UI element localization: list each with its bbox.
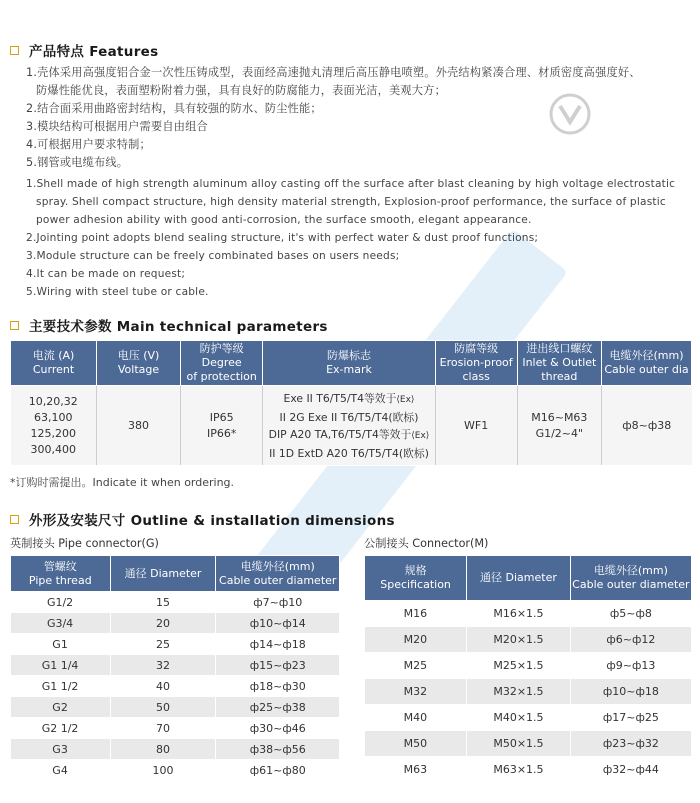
outline-heading [10, 509, 395, 529]
table-cell: ф32~ф44 [570, 757, 691, 783]
metric-col-cable: 电缆外径(mm) Cable outer diameter [570, 556, 691, 601]
table-row [11, 739, 340, 760]
feature-cn-line: 3.模块结构可根据用户需要自由组合 [26, 120, 208, 133]
table-cell: ф14~ф18 [216, 634, 340, 655]
features-heading [10, 40, 158, 60]
feature-en-line: spray. Shell compact structure, high density material strength, Explosion-proof performance, the surface of plastic [36, 196, 666, 208]
table-cell: M50 [365, 731, 467, 757]
table-cell: G2 1/2 [11, 718, 111, 739]
pipe-connector-table [10, 555, 340, 781]
params-heading [10, 315, 328, 335]
table-cell: ф7~ф10 [216, 592, 340, 613]
col-header-voltage: 电压 (V) Voltage [97, 341, 181, 386]
metric-table-title: 公制接头 Connector(M) [364, 537, 489, 550]
outline-title: 外形及安装尺寸 Outline & installation dimensions [29, 513, 395, 529]
col-header-thread: 进出线口螺纹 Inlet & Outlet thread [517, 341, 601, 386]
pipe-col-thread: 管螺纹 Pipe thread [11, 556, 111, 592]
table-row [365, 705, 692, 731]
table-cell: 20 [110, 613, 216, 634]
erosion-cell: WF1 [435, 386, 517, 466]
table-cell: 40 [110, 676, 216, 697]
table-cell: G3 [11, 739, 111, 760]
table-cell: ф30~ф46 [216, 718, 340, 739]
table-cell: M25 [365, 653, 467, 679]
metric-connector-table [364, 555, 692, 783]
col-header-current: 电流 (A) Current [11, 341, 97, 386]
metric-col-spec: 规格 Specification [365, 556, 467, 601]
table-cell: 100 [110, 760, 216, 781]
pipe-col-cable: 电缆外径(mm) Cable outer diameter [216, 556, 340, 592]
table-cell: ф6~ф12 [570, 627, 691, 653]
feature-en-line: 5.Wiring with steel tube or cable. [26, 286, 209, 298]
cable-cell: ф8~ф38 [601, 386, 691, 466]
table-cell: M40 [365, 705, 467, 731]
ex-symbol-icon: ⟨Ex⟩ [411, 430, 430, 441]
thread-cell: M16~M63 G1/2~4" [517, 386, 601, 466]
feature-en-line: 2.Jointing point adopts blend sealing structure, it's with perfect water & dust proof functions; [26, 232, 539, 244]
feature-cn-line: 1.壳体采用高强度铝合金一次性压铸成型，表面经高速抛丸清理后高压静电喷塑。外壳结构紧凑合理、材质密度高强度好、 [26, 66, 641, 79]
col-header-protection: 防护等级 Degree of protection [181, 341, 263, 386]
table-row [11, 592, 340, 613]
table-row [365, 627, 692, 653]
feature-cn-line: 防爆性能优良，表面塑粉附着力强，具有良好的防腐能力，表面光洁，美观大方； [36, 84, 446, 97]
table-cell: 32 [110, 655, 216, 676]
section-bullet-icon [10, 515, 19, 524]
col-header-cable: 电缆外径(mm) Cable outer dia [601, 341, 691, 386]
table-cell: ф15~ф23 [216, 655, 340, 676]
table-row [11, 697, 340, 718]
table-cell: ф25~ф38 [216, 697, 340, 718]
table-cell: G2 [11, 697, 111, 718]
table-cell: M63×1.5 [467, 757, 571, 783]
table-cell: 50 [110, 697, 216, 718]
metric-col-diameter: 通径 Diameter [467, 556, 571, 601]
table-cell: ф9~ф13 [570, 653, 691, 679]
table-row [365, 679, 692, 705]
table-cell: G1 [11, 634, 111, 655]
table-row [11, 718, 340, 739]
table-cell: ф23~ф32 [570, 731, 691, 757]
table-cell: G1 1/4 [11, 655, 111, 676]
ex-symbol-icon: ⟨Ex⟩ [396, 394, 415, 405]
table-cell: ф5~ф8 [570, 601, 691, 627]
table-row [365, 601, 692, 627]
feature-cn-line: 5.钢管或电缆布线。 [26, 156, 129, 169]
table-cell: M20×1.5 [467, 627, 571, 653]
feature-en-line: 1.Shell made of high strength aluminum alloy casting off the surface after blast cleaning by high voltage electrostatic [26, 178, 676, 190]
protection-cell: IP65 IP66* [181, 386, 263, 466]
table-cell: 25 [110, 634, 216, 655]
table-cell: M16×1.5 [467, 601, 571, 627]
table-cell: ф38~ф56 [216, 739, 340, 760]
table-cell: M50×1.5 [467, 731, 571, 757]
table-row [365, 731, 692, 757]
section-bullet-icon [10, 321, 19, 330]
current-cell: 10,20,32 63,100 125,200 300,400 [11, 386, 97, 466]
table-cell: G4 [11, 760, 111, 781]
pipe-table-title: 英制接头 Pipe connector(G) [10, 537, 159, 550]
section-bullet-icon [10, 46, 19, 55]
params-title: 主要技术参数 Main technical parameters [29, 319, 328, 335]
feature-en-line: 3.Module structure can be freely combinated bases on users needs; [26, 250, 400, 262]
table-cell: M16 [365, 601, 467, 627]
table-cell: G1/2 [11, 592, 111, 613]
table-cell: 15 [110, 592, 216, 613]
table-cell: 80 [110, 739, 216, 760]
voltage-cell: 380 [97, 386, 181, 466]
table-cell: ф18~ф30 [216, 676, 340, 697]
table-cell: G1 1/2 [11, 676, 111, 697]
features-cn-list [26, 64, 641, 172]
table-cell: M63 [365, 757, 467, 783]
table-cell: M40×1.5 [467, 705, 571, 731]
table-row [365, 757, 692, 783]
table-cell: M32×1.5 [467, 679, 571, 705]
features-en-list [26, 175, 675, 301]
feature-en-line: 4.It can be made on request; [26, 268, 186, 280]
params-table [10, 340, 692, 466]
table-row [11, 613, 340, 634]
pipe-col-diameter: 通径 Diameter [110, 556, 216, 592]
features-title: 产品特点 Features [29, 44, 159, 60]
feature-cn-line: 4.可根据用户要求特制； [26, 138, 151, 151]
table-cell: M20 [365, 627, 467, 653]
feature-en-line: power adhesion ability with good anti-corrosion, the surface smooth, elegant appearance. [36, 214, 532, 226]
table-cell: M32 [365, 679, 467, 705]
table-cell: 70 [110, 718, 216, 739]
feature-cn-line: 2.结合面采用曲路密封结构，具有较强的防水、防尘性能； [26, 102, 322, 115]
table-row [11, 760, 340, 781]
col-header-erosion: 防腐等级 Erosion-proof class [435, 341, 517, 386]
table-row [11, 655, 340, 676]
table-cell: ф10~ф18 [570, 679, 691, 705]
table-row [11, 676, 340, 697]
table-cell: ф10~ф14 [216, 613, 340, 634]
table-row [11, 634, 340, 655]
table-cell: M25×1.5 [467, 653, 571, 679]
table-cell: ф17~ф25 [570, 705, 691, 731]
ordering-note: *订购时需提出。Indicate it when ordering. [10, 476, 235, 489]
table-cell: G3/4 [11, 613, 111, 634]
table-row [365, 653, 692, 679]
exmark-cell: Exe II T6/T5/T4等效于⟨Ex⟩ II 2G Exe II T6/T5/T4(欧标) DIP A20 TA,T6/T5/T4等效于⟨Ex⟩ II 1D ExtD A20 T6/T5/T4(欧标) [263, 386, 435, 466]
table-cell: ф61~ф80 [216, 760, 340, 781]
col-header-exmark: 防爆标志 Ex-mark [263, 341, 435, 386]
